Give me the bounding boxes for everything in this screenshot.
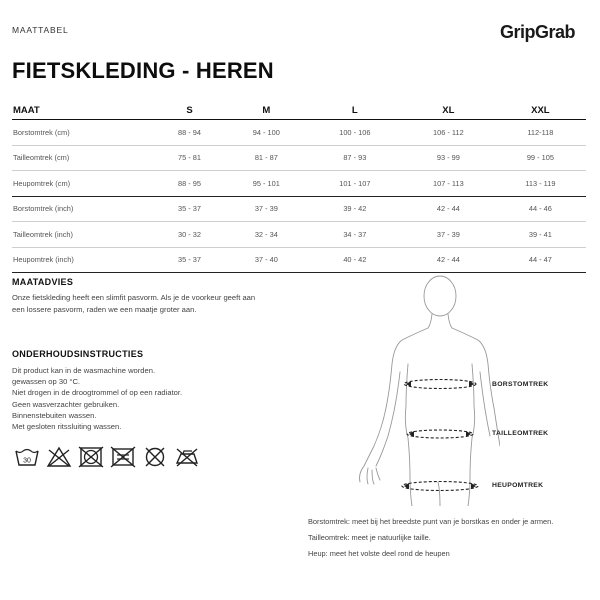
page-kicker: MAATTABEL: [12, 25, 69, 35]
size-table: [12, 101, 586, 273]
size-table-header: [12, 101, 586, 120]
body-figure-illustration: [340, 268, 500, 506]
care-heading: ONDERHOUDSINSTRUCTIES: [12, 349, 144, 359]
care-line: Met gesloten ritssluiting wassen.: [12, 422, 122, 432]
table-row: [12, 120, 586, 146]
do-not-iron-icon: [174, 446, 200, 468]
table-cell: 75 - 81: [154, 145, 225, 171]
table-cell: 88 - 94: [154, 120, 225, 146]
row-label: Heupomtrek (inch): [12, 247, 154, 273]
column-header: XL: [402, 101, 495, 120]
table-cell: 34 - 37: [308, 222, 402, 248]
care-line: Binnenstebuiten wassen.: [12, 410, 97, 420]
table-cell: 44 - 46: [495, 196, 586, 222]
do-not-dry-clean-icon: [142, 446, 168, 468]
hip-measure-label: HEUPOMTREK: [492, 482, 544, 489]
row-label: Tailleomtrek (inch): [12, 222, 154, 248]
table-cell: 106 - 112: [402, 120, 495, 146]
column-header: L: [308, 101, 402, 120]
note-hip: Heup: meet het volste deel rond de heupen: [308, 549, 450, 558]
table-cell: 88 - 95: [154, 171, 225, 197]
table-cell: 99 - 105: [495, 145, 586, 171]
measurement-notes: [308, 516, 593, 564]
advice-heading: MAATADVIES: [12, 277, 74, 287]
table-cell: 95 - 101: [225, 171, 308, 197]
page-title: FIETSKLEDING - HEREN: [12, 58, 274, 83]
table-cell: 35 - 37: [154, 196, 225, 222]
care-line: Niet drogen in de droogtrommel of op een radiator.: [12, 388, 183, 398]
table-cell: 39 - 42: [308, 196, 402, 222]
do-not-tumble-dry-icon: [78, 446, 104, 468]
table-cell: 37 - 39: [402, 222, 495, 248]
table-cell: 39 - 41: [495, 222, 586, 248]
table-cell: 37 - 39: [225, 196, 308, 222]
wash-temperature: 30: [23, 457, 31, 465]
care-line: Dit product kan in de wasmachine worden.: [12, 366, 156, 375]
advice-text: Onze fietskleding heeft een slimfit pasvorm. Als je de voorkeur geeft aan een lossere pasvorm, raden we een maatje groter aan.: [12, 293, 256, 314]
note-waist: Tailleomtrek: meet je natuurlijke taille.: [308, 533, 431, 542]
table-cell: 40 - 42: [308, 247, 402, 273]
care-line: Geen wasverzachter gebruiken.: [12, 399, 120, 409]
table-row: [12, 196, 586, 222]
chest-measure-label: BORSTOMTREK: [492, 381, 549, 388]
row-label: Tailleomtrek (cm): [12, 145, 154, 171]
table-cell: 42 - 44: [402, 196, 495, 222]
table-cell: 37 - 40: [225, 247, 308, 273]
waist-measure-label: TAILLEOMTREK: [492, 430, 549, 437]
table-cell: 113 - 119: [495, 171, 586, 197]
do-not-dry-flat-icon: [110, 446, 136, 468]
care-list: [12, 365, 182, 432]
brand-logo: GripGrab: [500, 22, 576, 42]
table-row: [12, 171, 586, 197]
table-cell: 35 - 37: [154, 247, 225, 273]
table-cell: 87 - 93: [308, 145, 402, 171]
row-label: Borstomtrek (inch): [12, 196, 154, 222]
column-header: M: [225, 101, 308, 120]
table-cell: 42 - 44: [402, 247, 495, 273]
table-cell: 30 - 32: [154, 222, 225, 248]
note-chest: Borstomtrek: meet bij het breedste punt van je borstkas en onder je armen.: [308, 517, 554, 526]
care-icons: [14, 446, 200, 468]
table-cell: 81 - 87: [225, 145, 308, 171]
table-cell: 93 - 99: [402, 145, 495, 171]
table-cell: 44 - 47: [495, 247, 586, 273]
row-label: Heupomtrek (cm): [12, 171, 154, 197]
table-cell: 32 - 34: [225, 222, 308, 248]
table-cell: 100 - 106: [308, 120, 402, 146]
care-line: gewassen op 30 °C.: [12, 377, 81, 387]
table-cell: 101 - 107: [308, 171, 402, 197]
wash-30-icon: [14, 446, 40, 468]
table-row: [12, 145, 586, 171]
table-cell: 112-118: [495, 120, 586, 146]
do-not-bleach-icon: [46, 446, 72, 468]
column-header: MAAT: [12, 101, 154, 120]
table-cell: 107 - 113: [402, 171, 495, 197]
table-row: [12, 222, 586, 248]
column-header: XXL: [495, 101, 586, 120]
row-label: Borstomtrek (cm): [12, 120, 154, 146]
table-cell: 94 - 100: [225, 120, 308, 146]
column-header: S: [154, 101, 225, 120]
